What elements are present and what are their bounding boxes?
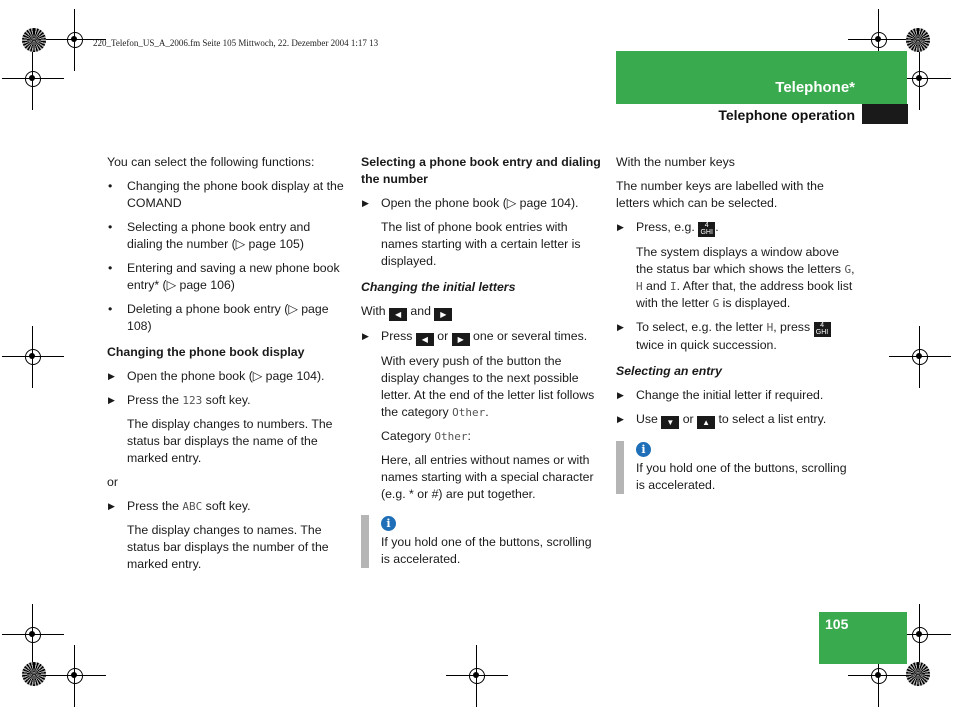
text: .: [715, 220, 719, 234]
key-letters: GHI: [815, 329, 829, 336]
step-press-key-4: [616, 219, 856, 237]
text: Press the: [127, 499, 183, 513]
text: Press: [381, 329, 416, 343]
registration-mark-icon: [18, 342, 48, 372]
registration-mark-icon: [864, 661, 894, 691]
registration-mark-icon: [905, 64, 935, 94]
text: Press, e.g.: [636, 220, 699, 234]
left-arrow-key-icon: ◀: [389, 308, 407, 321]
right-arrow-key-icon: ▶: [434, 308, 452, 321]
text: Use: [636, 412, 662, 426]
info-text: If you hold one of the buttons, scrolling is accelerated.: [636, 461, 847, 492]
step-select-letter: [616, 319, 856, 354]
category-text: [361, 428, 601, 445]
letter-g: G: [844, 263, 852, 276]
text: Press the: [127, 393, 183, 407]
chapter-tab: [616, 51, 907, 104]
text: or: [433, 329, 452, 343]
chapter-title: Telephone*: [775, 79, 855, 96]
category-other-label: Other: [434, 430, 468, 443]
text: , press: [773, 320, 814, 334]
step-press-123: [107, 392, 347, 409]
info-icon: i: [381, 516, 396, 531]
softkey-123-label: 123: [182, 394, 203, 407]
info-text: If you hold one of the buttons, scrolling is accelerated.: [381, 535, 592, 566]
result-text: [616, 244, 856, 312]
text: soft key.: [202, 499, 251, 513]
or-text: or: [107, 475, 118, 489]
sunburst-mark-icon: [906, 662, 930, 686]
key-letters: GHI: [700, 229, 713, 236]
letter-i: I: [669, 280, 677, 293]
text: The system displays a window above the status bar which shows the letters: [636, 245, 845, 276]
text: or: [679, 412, 698, 426]
registration-mark-icon: [18, 620, 48, 650]
text: To select, e.g. the letter: [636, 320, 767, 334]
intro-text: With the number keys: [616, 155, 735, 169]
text: twice in quick succession.: [636, 338, 777, 352]
column-3: [616, 154, 856, 494]
subheading-initial-letters: Changing the initial letters: [361, 280, 516, 294]
text: :: [467, 429, 471, 443]
list-item: • Deleting a phone book entry (▷ page 108): [107, 301, 347, 335]
list-item: • Changing the phone book display at the COMAND: [107, 178, 347, 212]
text: With: [361, 304, 390, 318]
registration-mark-icon: [60, 25, 90, 55]
info-icon: i: [636, 442, 651, 457]
text: .: [485, 405, 489, 419]
column-2: [361, 154, 601, 568]
section-tab-marker: [862, 104, 908, 124]
text: and: [642, 279, 670, 293]
text: ,: [851, 262, 855, 276]
step-use-arrows: [616, 411, 856, 429]
result-text: The display changes to numbers. The status bar displays the name of the marked entry.: [127, 417, 333, 465]
registration-mark-icon: [905, 342, 935, 372]
right-arrow-key-icon: ▶: [452, 333, 470, 346]
step-press-abc: [107, 498, 347, 515]
list-item: • Selecting a phone book entry and dialing the number (▷ page 105): [107, 219, 347, 253]
result-text: [361, 353, 601, 421]
sunburst-mark-icon: [906, 28, 930, 52]
result-text: The display changes to names. The status bar displays the number of the marked entry.: [127, 523, 329, 571]
letter-h: H: [766, 321, 774, 334]
text: is displayed.: [719, 296, 791, 310]
step-change-letter: ▶ Change the initial letter if required.: [616, 387, 856, 404]
registration-mark-icon: [60, 661, 90, 691]
text: . After that, the address book list with the letter: [636, 279, 853, 310]
step-press-arrows: [361, 328, 601, 346]
number-key-4-icon: [698, 222, 715, 237]
intro-text: You can select the following functions:: [107, 155, 315, 169]
heading-phone-book-display: Changing the phone book display: [107, 345, 305, 359]
text: soft key.: [202, 393, 251, 407]
column-1: [107, 154, 347, 580]
text: Category: [381, 429, 435, 443]
left-arrow-key-icon: ◀: [416, 333, 434, 346]
list-item: • Entering and saving a new phone book entry* (▷ page 106): [107, 260, 347, 294]
softkey-abc-label: ABC: [182, 500, 203, 513]
registration-mark-icon: [18, 64, 48, 94]
text: and: [407, 304, 435, 318]
letter-h: H: [636, 280, 643, 293]
number-key-4-icon: [814, 322, 831, 337]
info-note: [361, 515, 601, 568]
sunburst-mark-icon: [22, 662, 46, 686]
step-open-phone-book: ▶ Open the phone book (▷ page 104).: [361, 195, 601, 212]
number-keys-text: The number keys are labelled with the letters which can be selected.: [616, 179, 824, 210]
registration-mark-icon: [462, 661, 492, 691]
step-open-phone-book: ▶ Open the phone book (▷ page 104).: [107, 368, 347, 385]
heading-select-entry: Selecting a phone book entry and dialing the number: [361, 155, 601, 186]
category-other-label: Other: [452, 406, 486, 419]
key-digit: 4: [820, 322, 824, 329]
with-keys-text: [361, 303, 601, 321]
section-title: Telephone operation: [718, 107, 855, 123]
text: to select a list entry.: [715, 412, 827, 426]
info-bar: [616, 441, 624, 494]
key-digit: 4: [704, 222, 709, 229]
result-text: Here, all entries without names or with names starting with a special character (e.g. * or #) are put together.: [381, 453, 594, 501]
print-header: 220_Telefon_US_A_2006.fm Seite 105 Mittwoch, 22. Dezember 2004 1:17 13: [93, 38, 379, 48]
info-note: [616, 441, 856, 494]
result-text: The list of phone book entries with names starting with a certain letter is displayed.: [381, 220, 581, 268]
sunburst-mark-icon: [22, 28, 46, 52]
registration-mark-icon: [905, 620, 935, 650]
letter-g: G: [712, 297, 720, 310]
text: With every push of the button the display changes to the next possible letter. At the end of the letter list follows the category: [381, 354, 595, 419]
subheading-selecting-entry: Selecting an entry: [616, 364, 722, 378]
up-arrow-key-icon: ▲: [697, 416, 715, 429]
page-number-tab: [819, 612, 907, 664]
down-arrow-key-icon: ▼: [661, 416, 679, 429]
page-number: 105: [825, 616, 849, 632]
info-bar: [361, 515, 369, 568]
text: one or several times.: [469, 329, 588, 343]
